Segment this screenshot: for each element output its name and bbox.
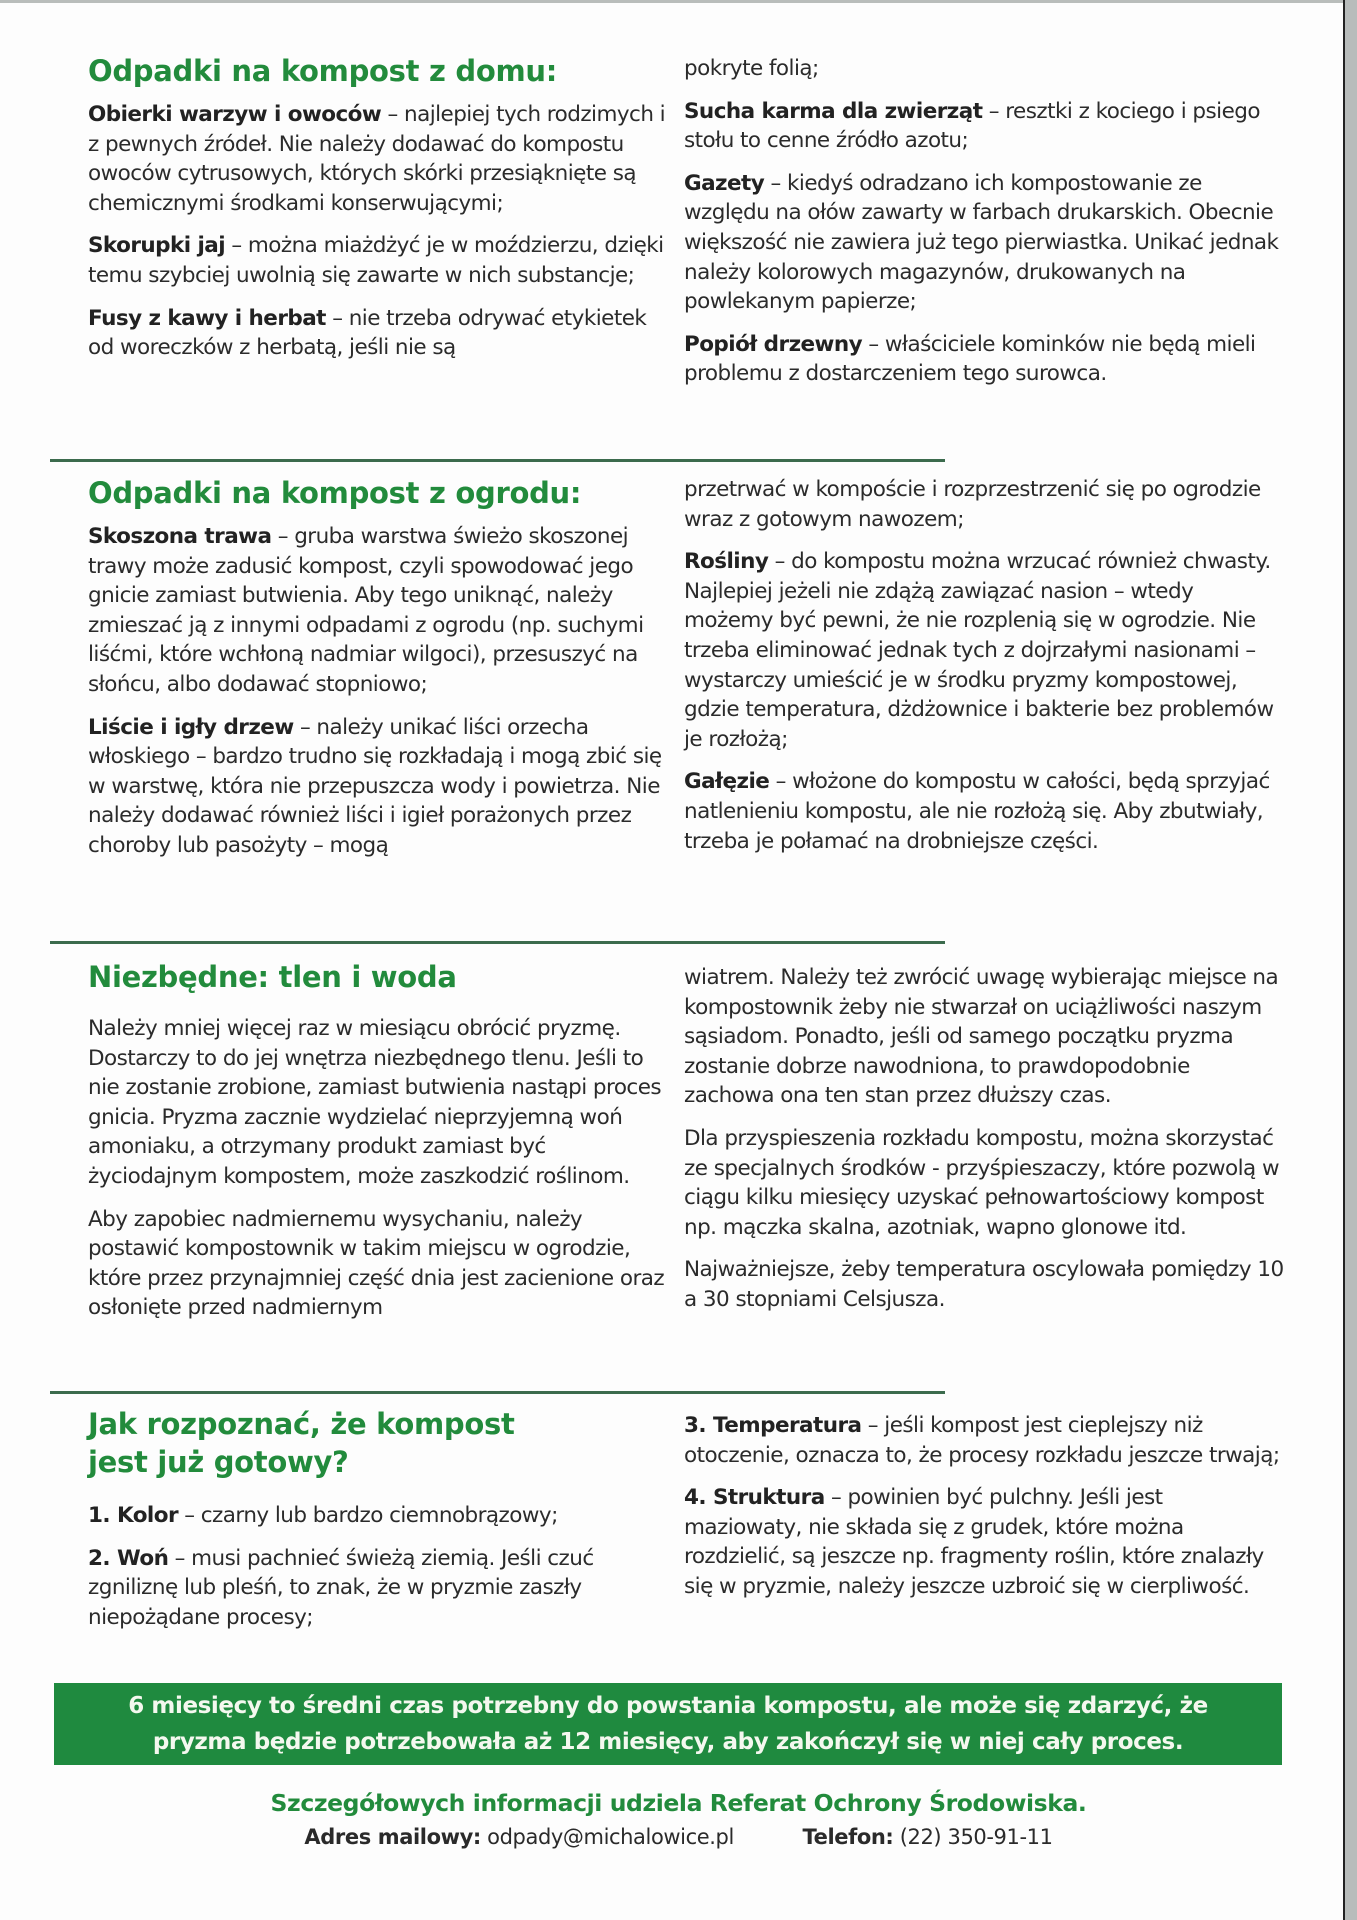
item-text: – nie trzeba odrywać etykietek od woreczków z herbatą, jeśli nie są bbox=[88, 305, 647, 361]
item-term: Sucha karma dla zwierząt bbox=[684, 98, 983, 124]
item-text: – do kompostu można wrzucać również chwasty. Najlepiej jeżeli nie zdążą zawiązać nasion – wtedy możemy być pewni, że nie rozplenią się w ogrodzie. Nie trzeba eliminować jednak tych z dojrzałymi nasionami – wystarczy umieścić je w środku pryzmy kompostowej, gdzie temperatura, dżdżownice i bakterie bez problemów je rozłożą; bbox=[684, 549, 1274, 752]
section-heading: Jak rozpoznać, że kompost jest już gotowy? bbox=[88, 1407, 515, 1479]
item-term: Skorupki jaj bbox=[88, 233, 226, 259]
list-item bbox=[684, 97, 1284, 156]
item-term: Liście i igły drzew bbox=[88, 714, 294, 740]
item-text: – jeśli kompost jest cieplejszy niż otoczenie, oznacza to, że procesy rozkładu jeszcze trwają; bbox=[684, 1413, 1280, 1468]
item-term: Rośliny bbox=[684, 549, 769, 575]
list-item bbox=[684, 1483, 1284, 1601]
item-term: Skoszona trawa bbox=[88, 524, 272, 549]
item-text: – powinien być pulchny. Jeśli jest maziowaty, nie składa się z grudek, które można rozdzielić, są jeszcze np. fragmenty roślin, które znalazły się w pryzmie, należy jeszcze uzbroić się w cierpliwość. bbox=[684, 1485, 1264, 1599]
paragraph: Dla przyspieszenia rozkładu kompostu, można skorzystać ze specjalnych środków - przyśpieszaczy, które pozwolą w ciągu kilku miesięcy uzyskać pełnowartościowy kompost np. mączka skalna, azotniak, wapno glonowe itd. bbox=[684, 1125, 1279, 1240]
section-heading: Odpadki na kompost z domu: bbox=[88, 54, 558, 88]
list-item bbox=[684, 767, 1284, 856]
item-text: przetrwać w kompoście i rozprzestrzenić się po ogrodzie wraz z gotowym nawozem; bbox=[684, 477, 1261, 532]
item-text: – należy unikać liści orzecha włoskiego – bardzo trudno się rozkładają i mogą zbić się w warstwę, która nie przepuszcza wody i powietrza. Nie należy dodawać również liści i igieł porażonych przez choroby lub pasożyty – mogą bbox=[88, 714, 662, 858]
section-home-waste-left bbox=[88, 52, 678, 376]
list-item bbox=[88, 713, 678, 861]
section-oxygen-water-right bbox=[684, 963, 1284, 1328]
email-label: Adres mailowy: bbox=[304, 1825, 481, 1849]
paragraph: Najważniejsze, żeby temperatura oscylowała pomiędzy 10 a 30 stopniami Celsjusza. bbox=[684, 1257, 1284, 1312]
item-term: Gazety bbox=[684, 170, 765, 196]
list-item bbox=[684, 1411, 1284, 1470]
section-garden-waste-left bbox=[88, 474, 678, 874]
scan-edge-right-strip bbox=[1345, 0, 1357, 1920]
paragraph: wiatrem. Należy też zwrócić uwagę wybierając miejsce na kompostownik żeby nie stwarzał on uciążliwości naszym sąsiadom. Ponadto, jeśli od samego początku pryzma zostanie dobrze nawodniona, to prawdopodobnie zachowa ona ten stan przez dłuższy czas. bbox=[684, 965, 1279, 1109]
section-divider bbox=[50, 459, 945, 462]
item-text: – musi pachnieć świeżą ziemią. Jeśli czuć zgniliznę lub pleśń, to znak, że w pryzmie zaszły niepożądane procesy; bbox=[88, 1545, 594, 1630]
list-item bbox=[88, 1544, 678, 1633]
item-text: – resztki z kociego i psiego stołu to cenne źródło azotu; bbox=[684, 98, 1260, 154]
item-text: pokryte folią; bbox=[684, 56, 819, 81]
section-heading: Niezbędne: tlen i woda bbox=[88, 960, 457, 994]
banner-line-2: pryzma będzie potrzebowała aż 12 miesięcy, aby zakończył się w niej cały proces. bbox=[152, 1729, 1184, 1755]
item-text: – można miażdżyć je w moździerzu, dzięki temu szybciej uwolnią się zawarte w nich substancje; bbox=[88, 233, 664, 288]
item-term: Fusy z kawy i herbat bbox=[88, 305, 326, 331]
list-item bbox=[684, 169, 1284, 317]
item-term: Popiół drzewny bbox=[684, 331, 863, 357]
list-item bbox=[88, 522, 678, 700]
item-term: Gałęzie bbox=[684, 769, 770, 795]
item-term: 1. Kolor bbox=[88, 1503, 179, 1528]
item-term: 3. Temperatura bbox=[684, 1413, 862, 1438]
list-item bbox=[684, 54, 1284, 84]
list-item bbox=[88, 1501, 678, 1531]
email-link[interactable]: odpady@michalowice.pl bbox=[487, 1825, 734, 1849]
paragraph: Należy mniej więcej raz w miesiącu obrócić pryzmę. Dostarczy to do jej wnętrza niezbędnego tlenu. Jeśli to nie zostanie zrobione, zamiast butwienia nastąpi proces gnicia. Pryzma zacznie wydzielać nieprzyjemną woń amoniaku, a otrzymany produkt zamiast być życiodajnym kompostem, może zaszkodzić roślinom. bbox=[88, 1016, 662, 1189]
section-home-waste-right bbox=[684, 54, 1284, 402]
section-ready-compost-right bbox=[684, 1411, 1284, 1615]
section-ready-compost-list-left bbox=[88, 1501, 678, 1645]
list-item bbox=[88, 231, 678, 290]
phone-label: Telefon: bbox=[802, 1825, 894, 1849]
item-term: 4. Struktura bbox=[684, 1485, 825, 1511]
item-term: Obierki warzyw i owoców bbox=[88, 102, 382, 127]
item-text: – włożone do kompostu w całości, będą sprzyjać natlenieniu kompostu, ale nie rozłożą się. Aby zbutwiały, trzeba je połamać na drobniejsze części. bbox=[684, 769, 1270, 854]
list-item bbox=[684, 330, 1284, 389]
item-term: 2. Woń bbox=[88, 1545, 169, 1571]
phone-number[interactable]: (22) 350-91-11 bbox=[899, 1825, 1053, 1849]
list-item bbox=[684, 475, 1284, 534]
contact-title: Szczegółowych informacji udziela Referat Ochrony Środowiska. bbox=[270, 1789, 1087, 1817]
item-text: – właściciele kominków nie będą mieli problemu z dostarczeniem tego surowca. bbox=[684, 331, 1256, 387]
list-item bbox=[88, 100, 678, 218]
scan-edge-top bbox=[0, 0, 1357, 3]
section-oxygen-water-left bbox=[88, 958, 678, 1336]
section-ready-compost-left bbox=[88, 1405, 548, 1495]
contact-details bbox=[0, 1822, 1357, 1852]
section-divider bbox=[50, 1391, 945, 1394]
list-item bbox=[684, 547, 1284, 754]
paragraph: Aby zapobiec nadmiernemu wysychaniu, należy postawić kompostownik w takim miejscu w ogrodzie, które przez przynajmniej część dnia jest zacienione oraz osłonięte przed nadmiernym bbox=[88, 1206, 665, 1321]
section-divider bbox=[50, 941, 945, 944]
list-item bbox=[88, 304, 678, 363]
info-banner bbox=[54, 1683, 1282, 1765]
banner-line-1: 6 miesięcy to średni czas potrzebny do powstania kompostu, ale może się zdarzyć, że bbox=[128, 1693, 1208, 1719]
item-text: – gruba warstwa świeżo skoszonej trawy może zadusić kompost, czyli spowodować jego gnicie zamiast butwienia. Aby tego uniknąć, należy zmieszać ją z innymi odpadami z ogrodu (np. suchymi liśćmi, które wchłoną nadmiar wilgoci), przesuszyć na słońcu, albo dodawać stopniowo; bbox=[88, 524, 644, 697]
item-text: – kiedyś odradzano ich kompostowanie ze względu na ołów zawarty w farbach drukarskich. Obecnie większość nie zawiera już tego pierwiastka. Unikać jednak należy kolorowych magazynów, drukowanych na powlekanym papierze; bbox=[684, 170, 1279, 315]
section-heading: Odpadki na kompost z ogrodu: bbox=[88, 476, 582, 510]
section-garden-waste-right bbox=[684, 475, 1284, 869]
item-text: – najlepiej tych rodzimych i z pewnych źródeł. Nie należy dodawać do kompostu owoców cytrusowych, których skórki przesiąknięte są chemicznymi środkami konserwującymi; bbox=[88, 102, 666, 216]
item-text: – czarny lub bardzo ciemnobrązowy; bbox=[178, 1503, 558, 1528]
